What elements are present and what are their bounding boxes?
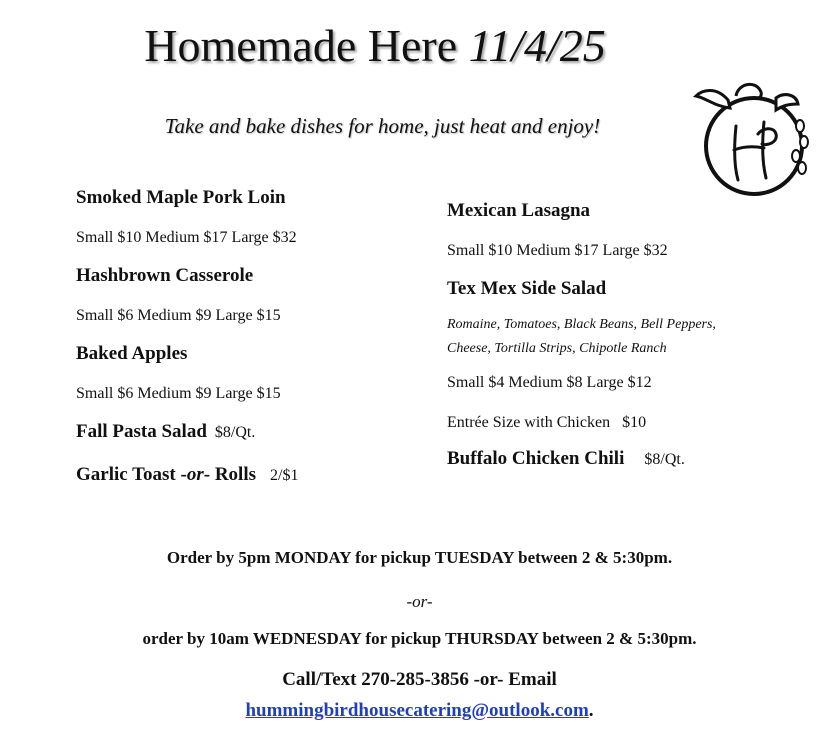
menu-item-price: Small $6 Medium $9 Large $15 xyxy=(76,385,281,402)
menu-item-name: Buffalo Chicken Chili xyxy=(447,448,625,469)
menu-item-price: $8/Qt. xyxy=(644,451,685,468)
or-separator: -or- xyxy=(406,592,433,611)
menu-item-name: Baked Apples xyxy=(76,343,188,364)
menu-item-price: Small $10 Medium $17 Large $32 xyxy=(76,229,297,246)
contact-line: Call/Text 270-285-3856 -or- Email xyxy=(282,669,557,690)
menu-item-name: Mexican Lasagna xyxy=(447,200,591,221)
menu-item xyxy=(76,420,416,445)
left-menu-column xyxy=(76,186,416,488)
menu-item-price: $8/Qt. xyxy=(214,424,256,441)
menu-item-name: Fall Pasta Salad xyxy=(76,421,207,442)
menu-item-description: Romaine, Tomatoes, Black Beans, Bell Peppers, xyxy=(447,317,716,332)
menu-item-name: Tex Mex Side Salad xyxy=(447,278,607,299)
menu-item-description: Cheese, Tortilla Strips, Chipotle Ranch xyxy=(447,341,667,356)
order-deadline-tuesday: Order by 5pm MONDAY for pickup TUESDAY between 2 & 5:30pm. xyxy=(166,548,673,567)
menu-item-price: 2/$1 xyxy=(270,467,299,484)
email-line xyxy=(0,700,839,722)
menu-item-name-or: or xyxy=(186,464,204,485)
menu-item-name: Smoked Maple Pork Loin xyxy=(76,187,286,208)
title-date: 11/4/25 xyxy=(468,20,606,71)
title-text: Homemade Here xyxy=(144,20,458,71)
menu-item xyxy=(76,463,416,488)
menu-item-name: Hashbrown Casserole xyxy=(76,265,254,286)
menu-item xyxy=(447,447,827,472)
menu-item-price: Small $6 Medium $9 Large $15 xyxy=(76,307,281,324)
right-menu-column xyxy=(447,199,827,472)
hummingbird-house-logo-icon xyxy=(688,76,814,202)
order-deadline-thursday: order by 10am WEDNESDAY for pickup THURSDAY between 2 & 5:30pm. xyxy=(142,629,697,648)
menu-item-name-part: Garlic Toast - xyxy=(76,464,187,485)
email-link[interactable]: hummingbirdhousecatering@outlook.com xyxy=(245,700,589,721)
page-title xyxy=(0,18,750,74)
menu-item-price: Small $10 Medium $17 Large $32 xyxy=(447,242,668,259)
email-suffix: . xyxy=(588,700,594,721)
menu-item-price: Small $4 Medium $8 Large $12 xyxy=(447,374,652,391)
menu-item-name-part: - Rolls xyxy=(203,464,256,485)
subtitle: Take and bake dishes for home, just heat and enjoy! xyxy=(164,114,601,138)
menu-item-entree-price: Entrée Size with Chicken $10 xyxy=(447,414,647,431)
